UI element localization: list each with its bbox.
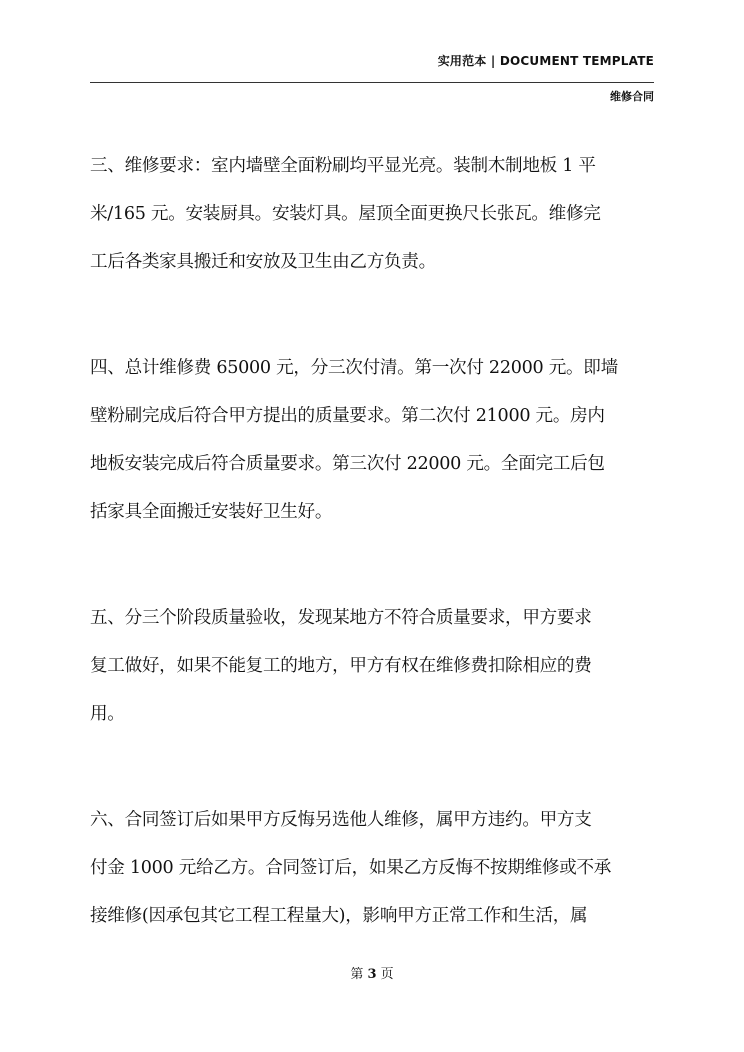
paragraph-line: 复工做好，如果不能复工的地方，甲方有权在维修费扣除相应的费 [90, 656, 592, 676]
paragraph-line: 四、总计维修费 65000 元，分三次付清。第一次付 22000 元。即墙 [90, 358, 618, 378]
paragraph-3 [90, 142, 656, 286]
paragraph-line: 括家具全面搬迁安装好卫生好。 [90, 502, 333, 522]
page-label-prefix: 第 [350, 967, 364, 982]
paragraph-line: 六、合同签订后如果甲方反悔另选他人维修，属甲方违约。甲方支 [90, 810, 592, 830]
paragraph-line: 壁粉刷完成后符合甲方提出的质量要求。第二次付 21000 元。房内 [90, 406, 605, 426]
paragraph-line: 工后各类家具搬迁和安放及卫生由乙方负责。 [90, 252, 436, 272]
paragraph-line: 三、维修要求：室内墙壁全面粉刷均平显光亮。装制木制地板 1 平 [90, 156, 596, 176]
document-body [90, 142, 656, 998]
paragraph-line: 付金 1000 元给乙方。合同签订后，如果乙方反悔不按期维修或不承 [90, 858, 612, 878]
paragraph-line: 米/165 元。安装厨具。安装灯具。屋顶全面更换尺长张瓦。维修完 [90, 204, 601, 224]
header-title: 实用范本 | DOCUMENT TEMPLATE [437, 54, 654, 68]
paragraph-line: 地板安装完成后符合质量要求。第三次付 22000 元。全面完工后包 [90, 454, 605, 474]
paragraph-line: 五、分三个阶段质量验收，发现某地方不符合质量要求，甲方要求 [90, 608, 592, 628]
page-footer [0, 963, 744, 982]
header-subtitle: 维修合同 [610, 90, 654, 103]
page-label-suffix: 页 [380, 967, 394, 982]
paragraph-6 [90, 796, 656, 940]
page-number: 3 [367, 967, 377, 982]
paragraph-4 [90, 344, 656, 536]
paragraph-line: 用。 [90, 704, 125, 724]
paragraph-line: 接维修(因承包其它工程工程量大)，影响甲方正常工作和生活，属 [90, 906, 588, 926]
paragraph-5 [90, 594, 656, 738]
header-divider [90, 82, 654, 83]
